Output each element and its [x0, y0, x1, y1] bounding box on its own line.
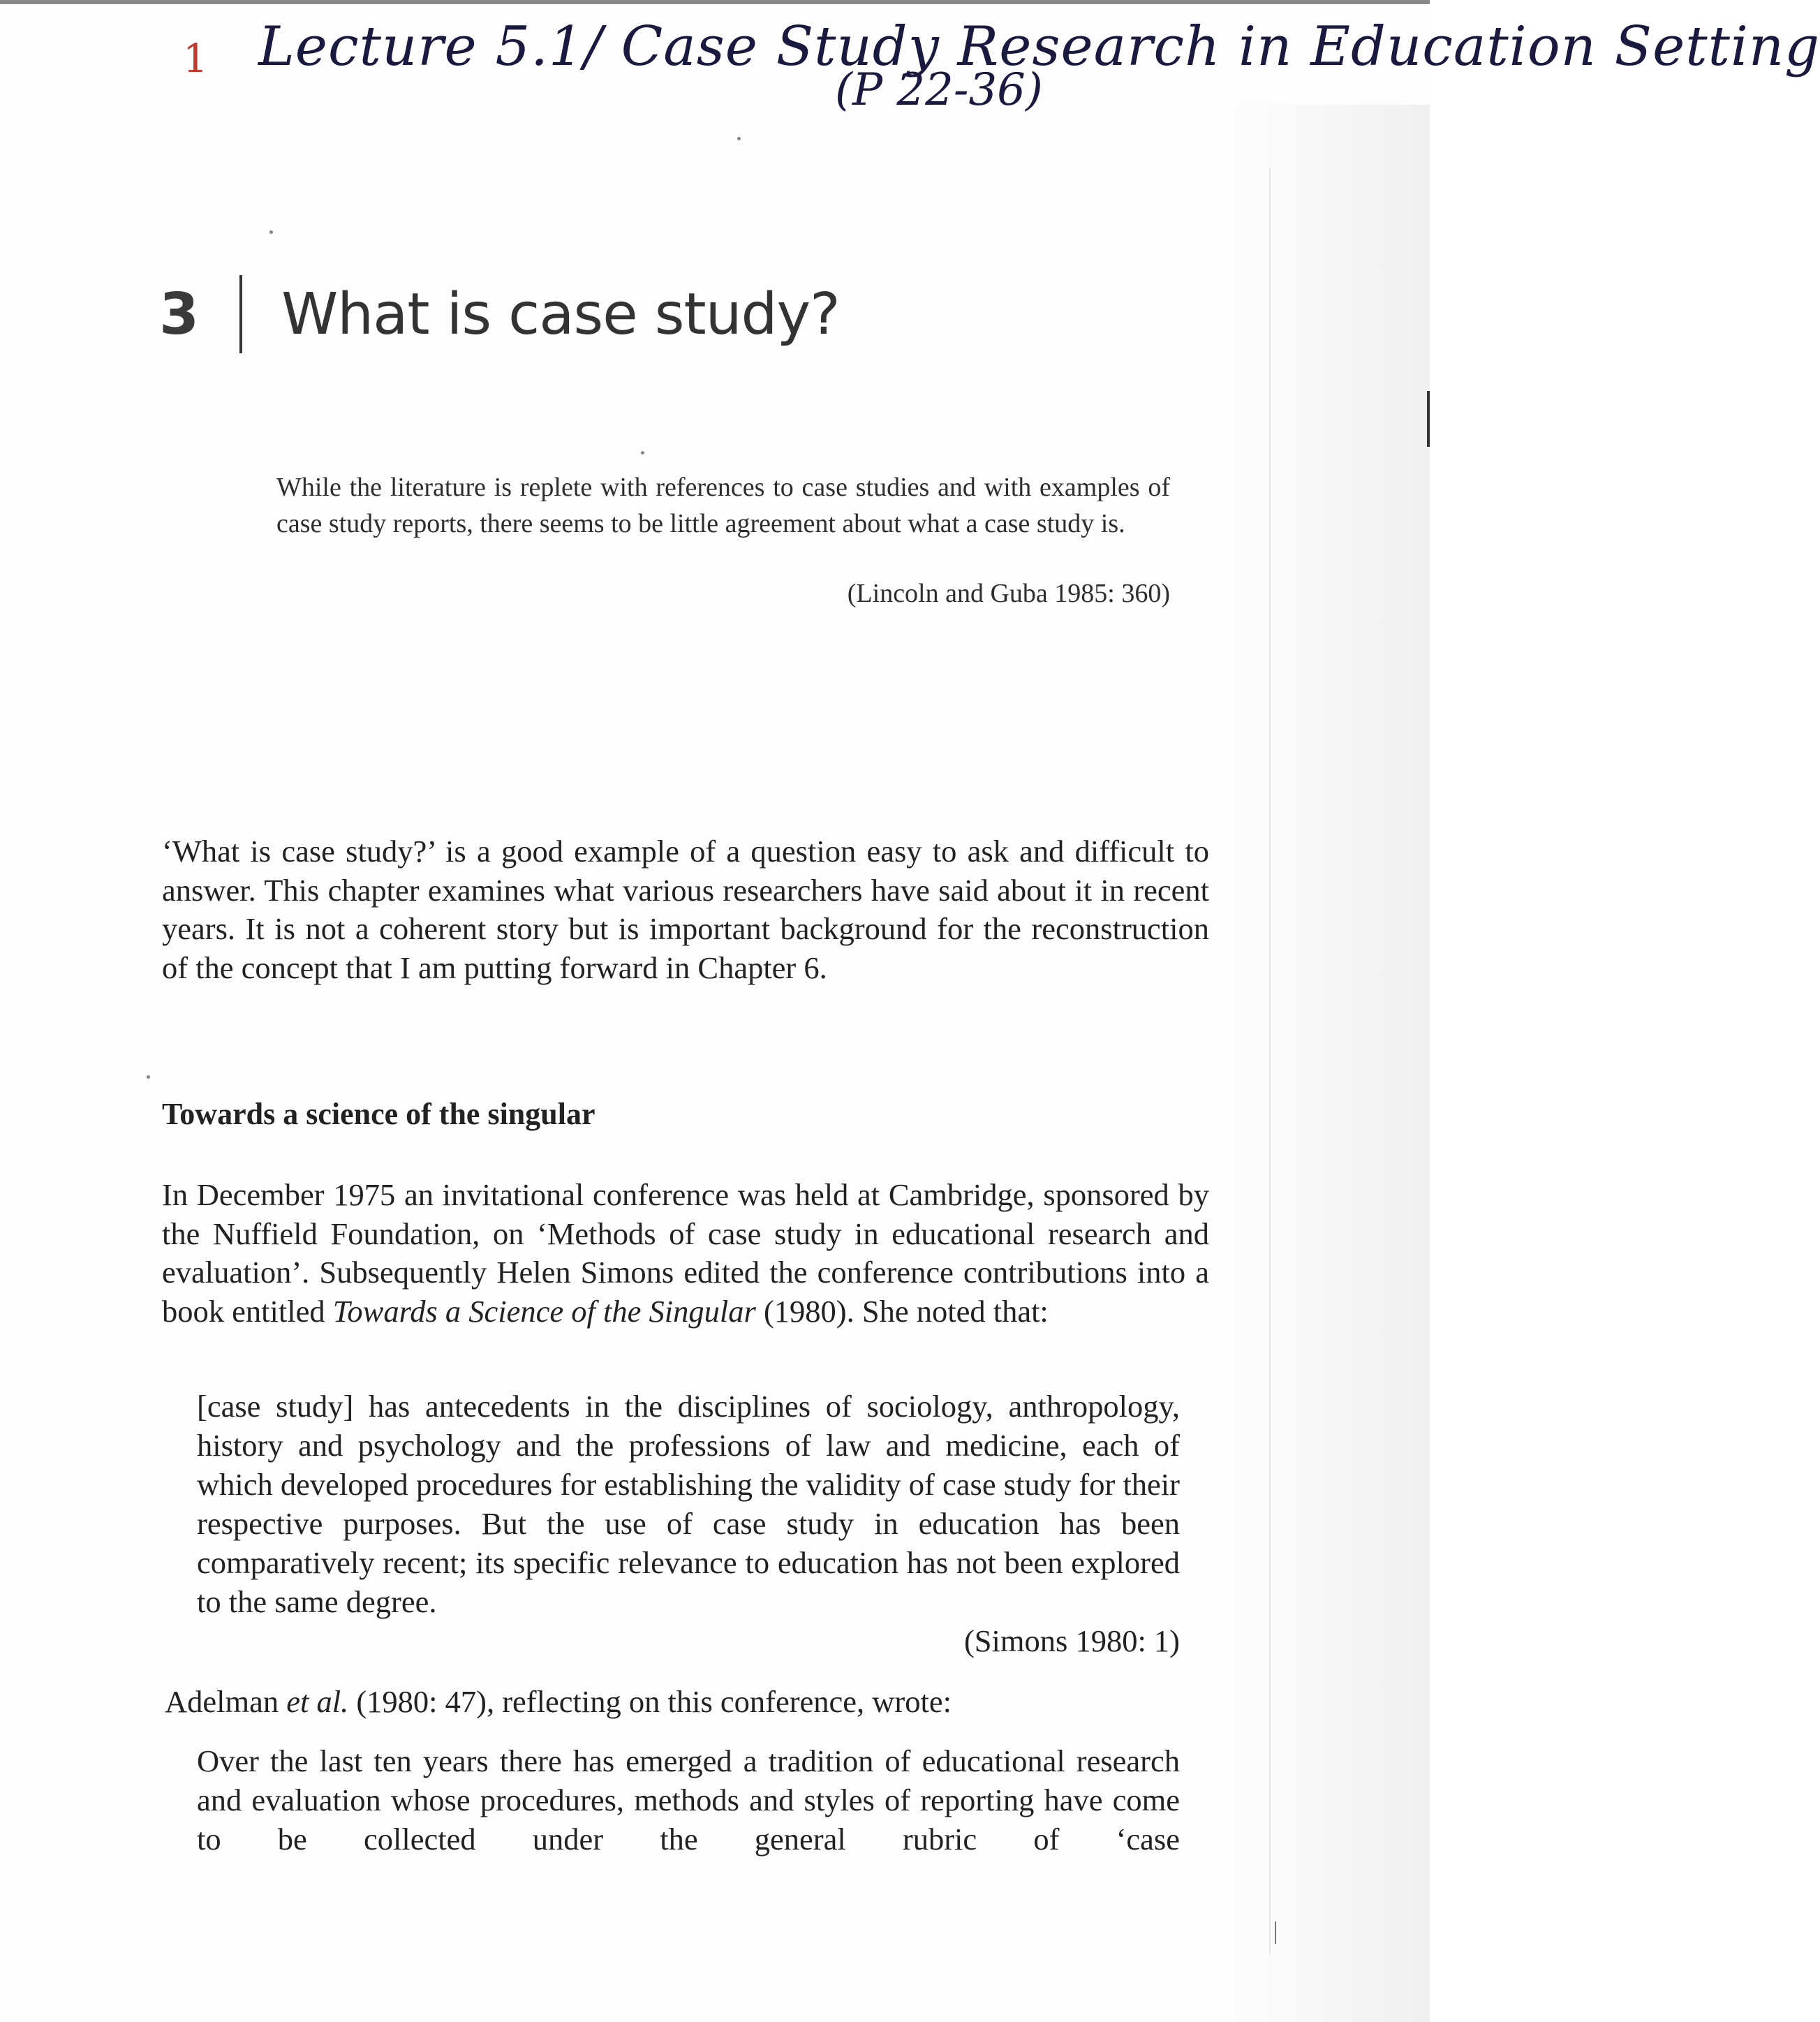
conference-text-end: (1980). She noted that: [755, 1293, 1049, 1329]
epigraph-citation: (Lincoln and Guba 1985: 360) [847, 579, 1170, 608]
handwritten-lecture-note: Lecture 5.1/ Case Study Research in Education Setting [258, 15, 1820, 78]
adelman-paragraph [165, 1683, 1212, 1722]
chapter-divider [239, 275, 242, 353]
page-edge-mark [1427, 391, 1430, 447]
simons-citation: (Simons 1980: 1) [963, 1623, 1180, 1658]
epigraph-quote: While the literature is replete with references to case studies and with examples of case study reports, there seems to be little agreement about what a case study is. [276, 473, 1170, 538]
scan-speck [269, 230, 273, 234]
intro-paragraph: ‘What is case study?’ is a good example of a question easy to ask and difficult to answer. This chapter examines what various researchers have said about it in recent years. It is not a coherent story but is important background for the reconstruction of the concept that I am putting forward in Chapter 6. [162, 834, 1209, 985]
adelman-text: (1980: 47), reflecting on this conference, wrote: [348, 1684, 952, 1719]
conference-text-start: In December 1975 an invitational conference was held at Cambridge, sponsored by the Nuffield Foundation, on ‘Methods of case study in educational research and evaluation’. Subsequently Helen Simons edited the conference contributions into a book entitled [162, 1177, 1209, 1329]
simons-block-quote: [case study] has antecedents in the disciplines of sociology, anthropology, history and psychology and the professions of law and medicine, each of which developed procedures for establishing the validity of case study for their respective purposes. But the use of case study in education has been comparatively recent; its specific relevance to education has not been explored to the same degree. [197, 1389, 1180, 1619]
section-heading: Towards a science of the singular [162, 1097, 595, 1131]
chapter-header [159, 272, 840, 356]
page-gutter-shadow [1234, 105, 1430, 2022]
chapter-number: 3 [159, 281, 200, 348]
chapter-title: What is case study? [281, 281, 840, 348]
gutter-line [1269, 168, 1271, 1955]
scan-speck [641, 451, 644, 455]
book-title: Towards a Science of the Singular [332, 1293, 756, 1329]
adelman-author: Adelman [165, 1684, 287, 1719]
scan-top-edge [0, 0, 1430, 4]
handwritten-page-marker: 1 [183, 36, 208, 82]
handwritten-page-range: (P 22-36) [835, 64, 1043, 116]
margin-tick-mark [1275, 1921, 1276, 1944]
et-al: et al. [286, 1684, 349, 1719]
conference-paragraph [162, 1176, 1209, 1331]
scan-speck [737, 137, 741, 140]
adelman-block-quote: Over the last ten years there has emerged a tradition of educational research and evaluation whose procedures, methods and styles of reporting have come to be collected under the general rubric of ‘case [197, 1743, 1180, 1857]
scan-speck [147, 1075, 150, 1079]
